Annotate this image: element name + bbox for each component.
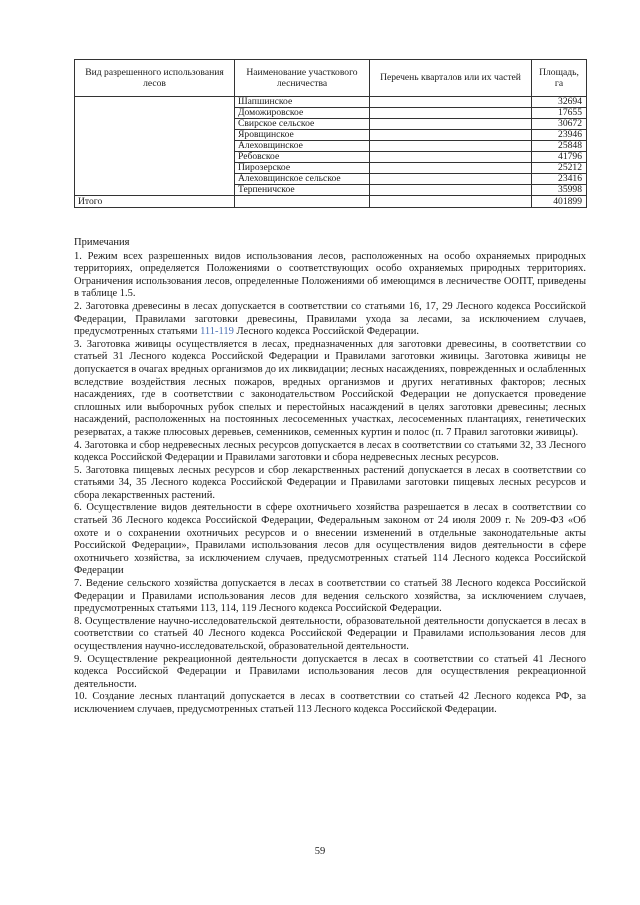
header-district: Наименование участкового лесничества (235, 60, 370, 97)
note-3: 3. Заготовка живицы осуществляется в лесах, предназначенных для заготовки древесины, в соответствии со статьей 31 Лесного кодекса Российской Федерации и Правилами заготовки живицы. Заготовка живицы не допускается в очагах вредных организмов до их ликвидации; лесных насаждениях, поврежденных и ослабленных вследствие воздействия лесных пожаров, вредных организмов и других негативных факторов; лесных насаждениях, где в соответствии с законодательством Российской Федерации не допускается проведение сплошных или выборочных рубок спелых и перестойных насаждений в целях заготовки древесины; лесных насаждений, расположенных на постоянных лесосеменных участках, лесосеменных плантациях, генетических резерватах, а также плюсовых деревьев, семенников, семенных куртин и полос (п. 7 Правил заготовки живицы). (74, 338, 586, 438)
quarters-cell (370, 97, 532, 108)
header-area: Площадь, га (532, 60, 587, 97)
total-area: 401899 (532, 196, 587, 208)
table-row (75, 97, 587, 108)
area-value: 25212 (532, 163, 587, 174)
district-name: Терпеничское (235, 185, 370, 196)
header-use-type: Вид разрешенного использования лесов (75, 60, 235, 97)
notes-section (74, 237, 586, 717)
area-value: 32694 (532, 97, 587, 108)
area-value: 35998 (532, 185, 587, 196)
note-10: 10. Создание лесных плантаций допускается в лесах в соответствии со статьей 42 Лесного кодекса РФ, за исключением случаев, предусмотренных статьей 113 Лесного кодекса Российской Федерации. (74, 691, 586, 715)
area-value: 41796 (532, 152, 587, 163)
district-name: Яровщинское (235, 130, 370, 141)
total-row (75, 196, 587, 208)
note-6: 6. Осуществление видов деятельности в сфере охотничьего хозяйства разрешается в лесах в соответствии со статьей 36 Лесного кодекса Российской Федерации, Федеральным законом от 24 июля 2009 г. № 209-ФЗ «Об охоте и о сохранении охотничьих ресурсов и о внесении изменений в отдельные законодательные акты Российской Федерации», Правилами использования лесов для осуществления видов деятельности в сфере охотничьего хозяйства, за исключением случаев, предусмотренных статьей 114 Лесного кодекса Российской Федерации (74, 502, 586, 577)
total-label: Итого (75, 196, 235, 208)
area-value: 30672 (532, 119, 587, 130)
quarters-cell (370, 108, 532, 119)
total-quarters-cell (370, 196, 532, 208)
header-quarters: Перечень кварталов или их частей (370, 60, 532, 97)
notes-title: Примечания (74, 237, 130, 248)
district-name: Ребовское (235, 152, 370, 163)
area-value: 17655 (532, 108, 587, 119)
note-2 (74, 301, 586, 339)
note-8: 8. Осуществление научно-исследовательской деятельности, образовательной деятельности допускается в лесах в соответствии со статьей 40 Лесного кодекса Российской Федерации и Правилами использования лесов для осуществления научно-исследовательской, образовательной деятельности. (74, 615, 586, 652)
quarters-cell (370, 174, 532, 185)
articles-link[interactable]: 111-119 (200, 326, 234, 338)
quarters-cell (370, 119, 532, 130)
district-name: Алеховщинское сельское (235, 174, 370, 185)
area-value: 23416 (532, 174, 587, 185)
page-number: 59 (314, 846, 326, 857)
note-2-tail: Лесного кодекса Российской Федерации. (236, 326, 419, 338)
district-name: Доможировское (235, 108, 370, 119)
note-5: 5. Заготовка пищевых лесных ресурсов и сбор лекарственных растений допускается в лесах в соответствии со статьями 34, 35 Лесного кодекса Российской Федерации и Правилами заготовки пищевых лесных ресурсов и сбора лекарственных растений. (74, 464, 586, 501)
note-2-text: 2. Заготовка древесины в лесах допускается в соответствии со статьями 16, 17, 29 Лесного кодекса Российской Федерации, Правилами заготовки древесины, Правилами ухода за лесами, за исключением случаев, предусмотренных статьями (74, 300, 586, 338)
district-name: Шапшинское (235, 97, 370, 108)
use-type-cell (75, 97, 235, 196)
quarters-cell (370, 163, 532, 174)
note-7: 7. Ведение сельского хозяйства допускается в лесах в соответствии со статьей 38 Лесного кодекса Российской Федерации и Правилами использования лесов для ведения сельского хозяйства, за исключением случаев, предусмотренных статьями 113, 114, 119 Лесного кодекса Российской Федерации. (74, 578, 586, 615)
forest-use-table (74, 59, 587, 208)
quarters-cell (370, 141, 532, 152)
area-value: 25848 (532, 141, 587, 152)
note-1: 1. Режим всех разрешенных видов использования лесов, расположенных на особо охраняемых природных территориях, определяется Положениями о соответствующих особо охраняемых природных территориях. Ограничения использования лесов, определенные Положениями об имеющимся в лесничестве ООПТ, приведены в таблице 1.5. (74, 250, 586, 300)
district-name: Пирозерское (235, 163, 370, 174)
quarters-cell (370, 130, 532, 141)
district-name: Алеховщинское (235, 141, 370, 152)
table-header-row (75, 60, 587, 97)
quarters-cell (370, 152, 532, 163)
district-name: Свирское сельское (235, 119, 370, 130)
total-district-cell (235, 196, 370, 208)
note-9: 9. Осуществление рекреационной деятельности допускается в лесах в соответствии со статьей 41 Лесного кодекса Российской Федерации и Правилами использования лесов для осуществления рекреационной деятельности. (74, 653, 586, 690)
area-value: 23946 (532, 130, 587, 141)
quarters-cell (370, 185, 532, 196)
note-4: 4. Заготовка и сбор недревесных лесных ресурсов допускается в лесах в соответствии со статьями 32, 33 Лесного кодекса Российской Федерации и Правилами заготовки и сбора недревесных лесных ресурсов. (74, 439, 586, 464)
